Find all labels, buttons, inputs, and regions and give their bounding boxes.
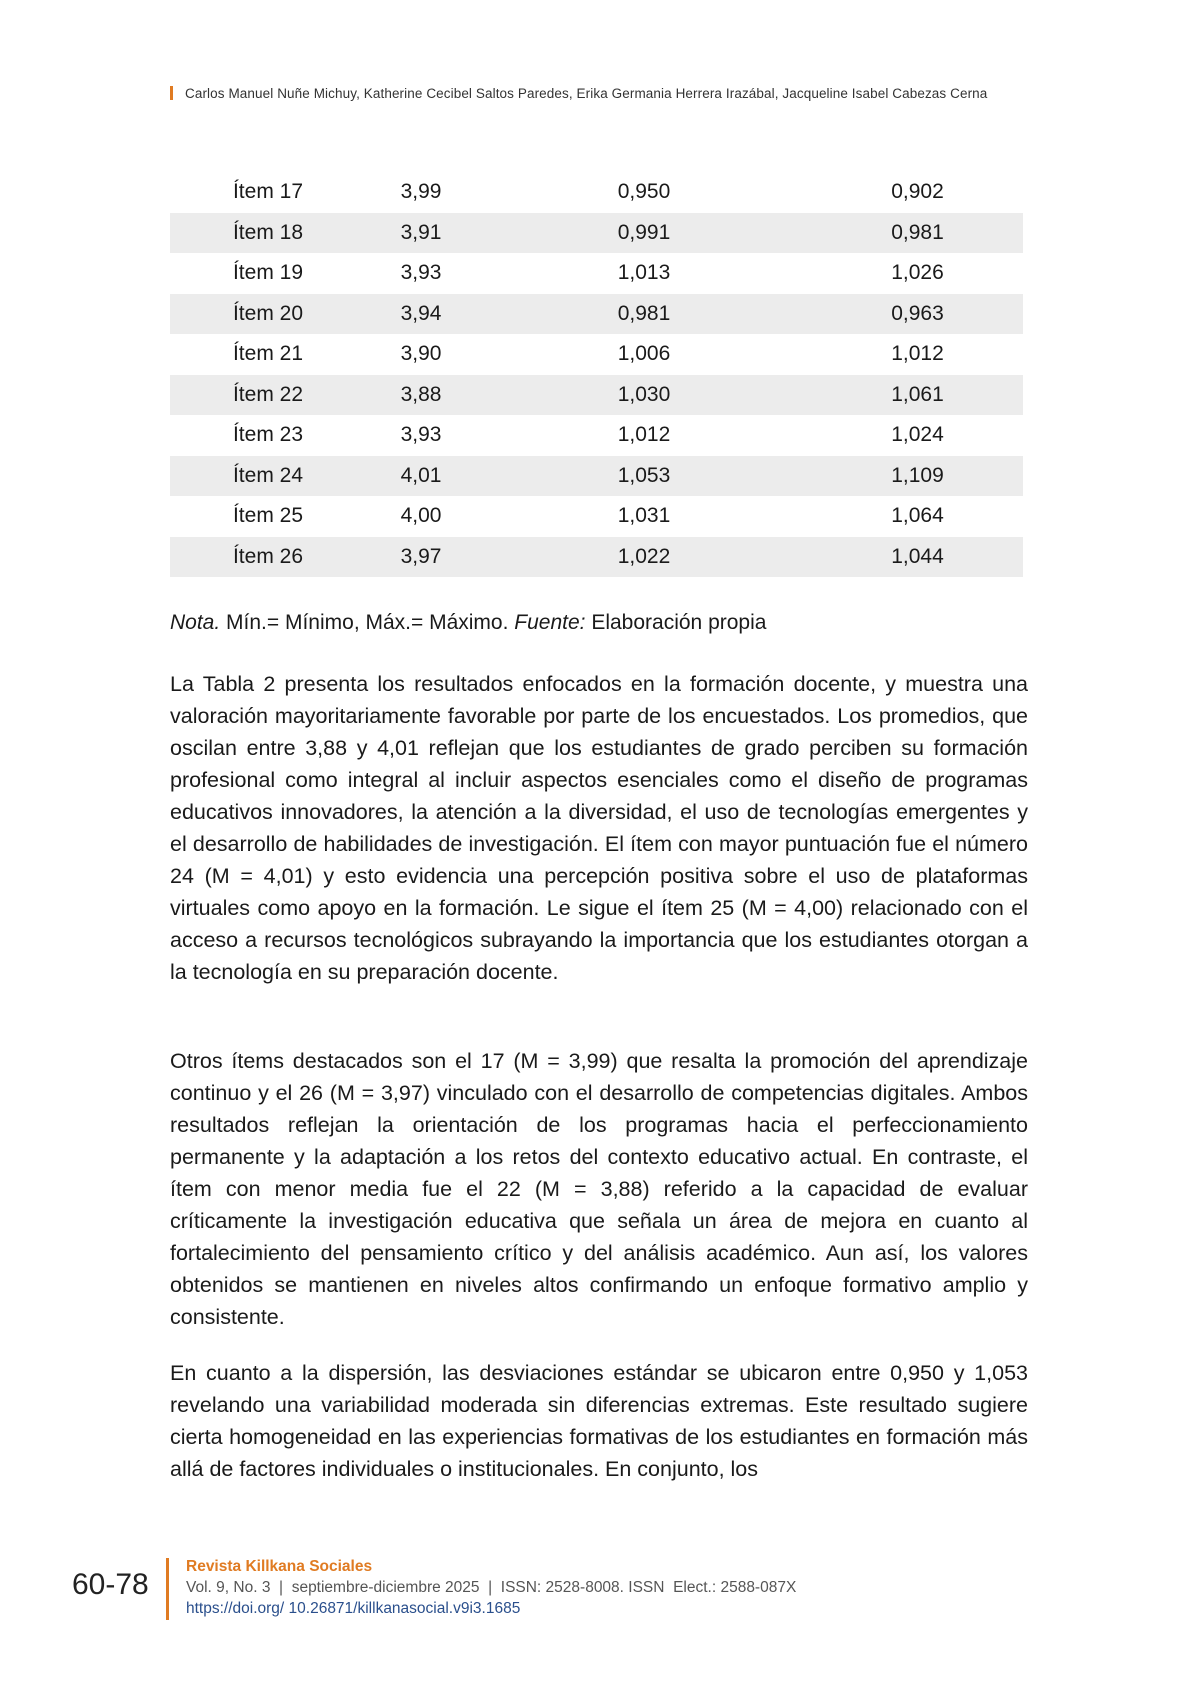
header-accent-bar [170, 86, 173, 100]
table-cell: 1,024 [891, 423, 944, 447]
footer-info [186, 1556, 796, 1619]
table-cell: Ítem 25 [232, 504, 304, 528]
table-cell: 1,064 [891, 504, 944, 528]
header-authors: Carlos Manuel Nuñe Michuy, Katherine Cecibel Saltos Paredes, Erika Germania Herrera Irazábal, Jacqueline Isabel Cabezas Cerna [185, 86, 988, 101]
table-cell: 4,01 [366, 456, 476, 497]
table-cell: 1,031 [617, 504, 671, 528]
journal-name: Revista Killkana Sociales [186, 1558, 373, 1575]
table-cell: 1,109 [812, 456, 1023, 497]
table-cell: 0,981 [476, 294, 812, 335]
table-cell: 1,006 [617, 342, 671, 366]
table-cell: Ítem 26 [170, 537, 366, 578]
table-cell: 4,00 [400, 504, 442, 528]
table-row [170, 375, 1023, 416]
table-cell: 0,902 [891, 180, 944, 204]
table-row [170, 172, 1023, 213]
table-cell: 3,93 [400, 261, 442, 285]
table-cell: 0,950 [617, 180, 671, 204]
table-cell: 0,991 [476, 213, 812, 254]
table-cell: 3,94 [366, 294, 476, 335]
table-row [170, 456, 1023, 497]
table-cell: 1,012 [617, 423, 671, 447]
table-cell: 1,044 [812, 537, 1023, 578]
paragraph-2: Otros ítems destacados son el 17 (M = 3,99) que resalta la promoción del aprendizaje continuo y el 26 (M = 3,97) vinculado con el desarrollo de competencias digitales. Ambos resultados reflejan la orientación de los programas hacia el perfeccionamiento permanente y la adaptación a los retos del contexto educativo actual. En contraste, el ítem con menor media fue el 22 (M = 3,88) referido a la capacidad de evaluar críticamente la investigación educativa que señala un área de mejora en cuanto al fortalecimiento del pensamiento crítico y del análisis académico. Aun así, los valores obtenidos se mantienen en niveles altos confirmando un enfoque formativo amplio y consistente. [170, 1049, 1028, 1329]
note-text: Mín.= Mínimo, Máx.= Máximo. [220, 611, 515, 634]
table-cell: 1,022 [476, 537, 812, 578]
footer-accent-rule [166, 1558, 169, 1620]
table-cell: 0,963 [812, 294, 1023, 335]
source-label: Fuente: [514, 611, 586, 634]
table-row [170, 415, 1023, 456]
paragraph-3: En cuanto a la dispersión, las desviaciones estándar se ubicaron entre 0,950 y 1,053 revelando una variabilidad moderada sin diferencias extremas. Este resultado sugiere cierta homogeneidad en las experiencias formativas de los estudiantes en formación más allá de factores individuales o institucionales. En conjunto, los [170, 1361, 1028, 1481]
table-row [170, 496, 1023, 537]
results-table [170, 172, 1023, 577]
table-cell: 1,026 [891, 261, 944, 285]
source-text: Elaboración propia [585, 611, 767, 634]
table-cell: Ítem 18 [170, 213, 366, 254]
paragraph-1: La Tabla 2 presenta los resultados enfocados en la formación docente, y muestra una valoración mayoritariamente favorable por parte de los encuestados. Los promedios, que oscilan entre 3,88 y 4,01 reflejan que los estudiantes de grado perciben su formación profesional como integral al incluir aspectos esenciales como el diseño de programas educativos innovadores, la atención a la diversidad, el uso de tecnologías emergentes y el desarrollo de habilidades de investigación. El ítem con mayor puntuación fue el número 24 (M = 4,01) y esto evidencia una percepción positiva sobre el uso de plataformas virtuales como apoyo en la formación. Le sigue el ítem 25 (M = 4,00) relacionado con el acceso a recursos tecnológicos subrayando la importancia que los estudiantes otorgan a la tecnología en su preparación docente. [170, 672, 1028, 984]
journal-issue: Vol. 9, No. 3 | septiembre-diciembre 2025 | ISSN: 2528-8008. ISSN Elect.: 2588-087X [186, 1579, 797, 1596]
table-cell: 1,053 [476, 456, 812, 497]
table-row [170, 213, 1023, 254]
table-row [170, 294, 1023, 335]
table-cell: Ítem 17 [232, 180, 304, 204]
table-cell: 3,91 [366, 213, 476, 254]
running-header [170, 86, 1040, 101]
note-label: Nota. [170, 611, 221, 634]
table-cell: 3,93 [400, 423, 442, 447]
table-cell: 3,88 [366, 375, 476, 416]
table-note [170, 611, 1030, 635]
table-cell: Ítem 24 [170, 456, 366, 497]
table-cell: Ítem 19 [232, 261, 304, 285]
table-row [170, 334, 1023, 375]
table-cell: 1,013 [617, 261, 671, 285]
table-cell: Ítem 20 [170, 294, 366, 335]
table-cell: Ítem 23 [232, 423, 304, 447]
table-cell: 1,030 [476, 375, 812, 416]
doi-link[interactable]: https://doi.org/ 10.26871/killkanasocial.v9i3.1685 [186, 1600, 521, 1617]
page-range: 60-78 [72, 1568, 149, 1601]
table-cell: 3,99 [400, 180, 442, 204]
table-cell: 0,981 [812, 213, 1023, 254]
table-row [170, 253, 1023, 294]
table-cell: Ítem 21 [232, 342, 304, 366]
table-cell: 3,90 [400, 342, 442, 366]
table-cell: Ítem 22 [170, 375, 366, 416]
table-cell: 1,012 [891, 342, 944, 366]
table-row [170, 537, 1023, 578]
table-cell: 1,061 [812, 375, 1023, 416]
table-cell: 3,97 [366, 537, 476, 578]
